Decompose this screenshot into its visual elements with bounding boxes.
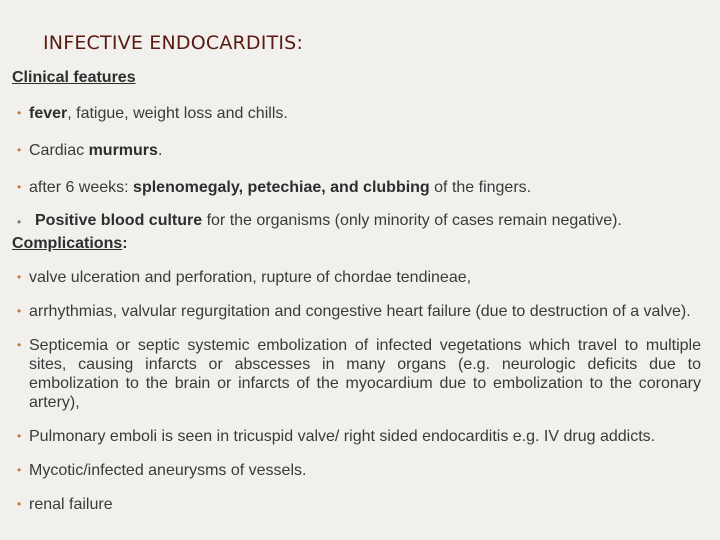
item-text: arrhythmias, valvular regurgitation and congestive heart failure (due to destruction of a valve). (29, 303, 691, 320)
item-text: of the fingers. (429, 179, 532, 196)
complications-heading-text: Complications (12, 235, 123, 252)
item-text: valve ulceration and perforation, rupture of chordae tendineae, (29, 269, 472, 286)
clinical-features-list (17, 104, 707, 230)
slide-title: INFECTIVE ENDOCARDITIS: (43, 32, 304, 54)
bullet-icon: • (17, 143, 22, 157)
item-bold-text: fever (29, 105, 68, 122)
bullet-icon: • (17, 270, 22, 284)
complications-heading (12, 235, 128, 253)
bullet-icon: • (17, 463, 22, 477)
bullet-icon: • (17, 304, 22, 318)
bullet-icon: • (17, 180, 22, 194)
bullet-icon: • (17, 106, 22, 120)
clinical-features-heading-text: Clinical features (12, 69, 136, 86)
list-item (17, 302, 707, 321)
bullet-icon: • (17, 429, 22, 443)
item-text: renal failure (29, 496, 113, 513)
clinical-features-heading (12, 69, 136, 87)
list-item (17, 178, 707, 197)
item-text: . (157, 142, 163, 159)
list-item (17, 495, 707, 514)
item-bold-text: splenomegaly, petechiae, and clubbing (133, 179, 430, 196)
bullet-icon: • (17, 497, 22, 511)
bullet-icon: • (17, 338, 22, 352)
bullet-icon: • (17, 215, 22, 229)
item-bold-text: Positive blood culture (35, 212, 203, 229)
complications-list (17, 268, 707, 514)
item-text: for the organisms (only minority of cases remain negative). (202, 212, 622, 229)
item-bold-text: murmurs (88, 142, 158, 159)
list-item (17, 427, 707, 446)
list-item (17, 461, 707, 480)
item-text: Cardiac (29, 142, 89, 159)
list-item (17, 211, 707, 230)
item-text: Septicemia or septic systemic embolization of infected vegetations which travel to multiple sites, causing infarcts or abscesses in many organs (e.g. neurologic deficits due to embolization to the brain or infarcts of the myocardium due to embolization to the coronary artery), (29, 337, 701, 411)
complications-heading-colon: : (122, 235, 128, 252)
item-text: , fatigue, weight loss and chills. (67, 105, 288, 122)
list-item (17, 268, 707, 287)
item-text: Pulmonary emboli is seen in tricuspid valve/ right sided endocarditis e.g. IV drug addicts. (29, 428, 656, 445)
item-text: Mycotic/infected aneurysms of vessels. (29, 462, 307, 479)
list-item (17, 336, 707, 412)
item-text: after 6 weeks: (29, 179, 134, 196)
list-item (17, 141, 707, 160)
list-item (17, 104, 707, 123)
